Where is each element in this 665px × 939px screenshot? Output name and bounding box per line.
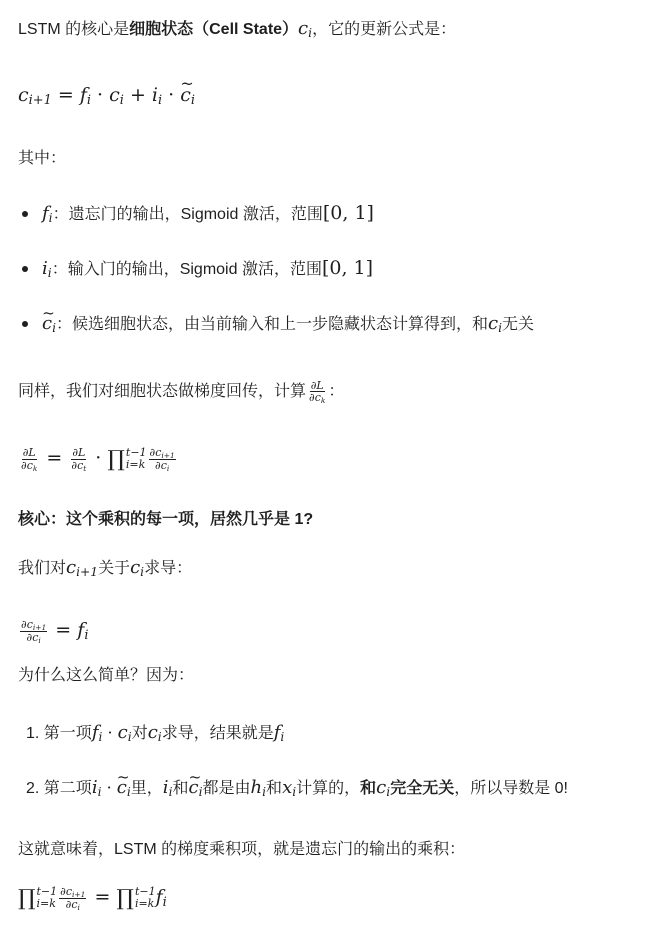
intro-paragraph xyxy=(18,16,456,39)
reason-item-1: 1. 第一项$f_i \cdot c_i$对$c_i$求导，结果就是$f_i$ xyxy=(26,722,285,745)
reason-item-2: 2. 第二项$i_i$ · ~ $c_i$里，$i_i$和~ $c_i$都是由$h_i$和$x_i$计算的，和$c_i$完全无关，所以导数是 0! xyxy=(26,775,568,798)
where-label: 其中： xyxy=(18,150,67,167)
final-formula: ∏ t−1 i=k $\frac{\partial c_{i+1}}{\partial c_i}$ = ∏ t−1 i=k $f_i$ xyxy=(18,885,167,912)
fraction-dL-dck: $\frac{\partial L}{\partial c_k}$ xyxy=(309,378,326,406)
conclusion-text: 这就意味着，LSTM 的梯度乘积项，就是遗忘门的输出的乘积： xyxy=(18,841,466,858)
intro-var: $c_i$ xyxy=(298,18,313,41)
bullet-candidate-state: ~ $c_i$：候选细胞状态，由当前输入和上一步隐藏状态计算得到，和$c_i$无关 xyxy=(42,311,534,334)
derivative-formula: $\frac{\partial c_{i+1}}{\partial c_i}$ = $f_i$ xyxy=(21,618,89,645)
chain-rule-formula: $\frac{\partial L}{\partial c_k}$ = $\frac{\partial L}{\partial c_t}$ · ∏ t−1 i=k $\frac{\partial c_{i+1}}{\partial c_i}$ xyxy=(21,446,175,473)
derive-line: 我们对$c_{i+1}$关于$c_i$求导： xyxy=(18,557,193,580)
bullet-dot xyxy=(22,266,28,272)
bullet-dot xyxy=(22,211,28,217)
intro-bold-term: 细胞状态（Cell State） xyxy=(129,21,299,38)
bullet-forget-gate: $f_i$：遗忘门的输出，Sigmoid 激活，范围[0, 1] xyxy=(42,202,374,226)
backprop-intro: 同样，我们对细胞状态做梯度回传，计算 $\frac{\partial L}{\partial c_k}$ ： xyxy=(18,378,345,406)
bullet-input-gate: $i_i$：输入门的输出，Sigmoid 激活，范围[0, 1] xyxy=(42,257,374,281)
bullet-dot xyxy=(22,321,28,327)
update-formula: $c_{i+1} = f_i \cdot c_i + i_i$ · ~ $c_i$ xyxy=(18,84,195,107)
intro-tail: ，它的更新公式是： xyxy=(312,21,457,38)
intro-text: LSTM 的核心是 xyxy=(18,21,130,38)
core-point-heading: 核心：这个乘积的每一项，居然几乎是 1? xyxy=(18,511,314,528)
why-label: 为什么这么简单？因为： xyxy=(18,667,195,684)
